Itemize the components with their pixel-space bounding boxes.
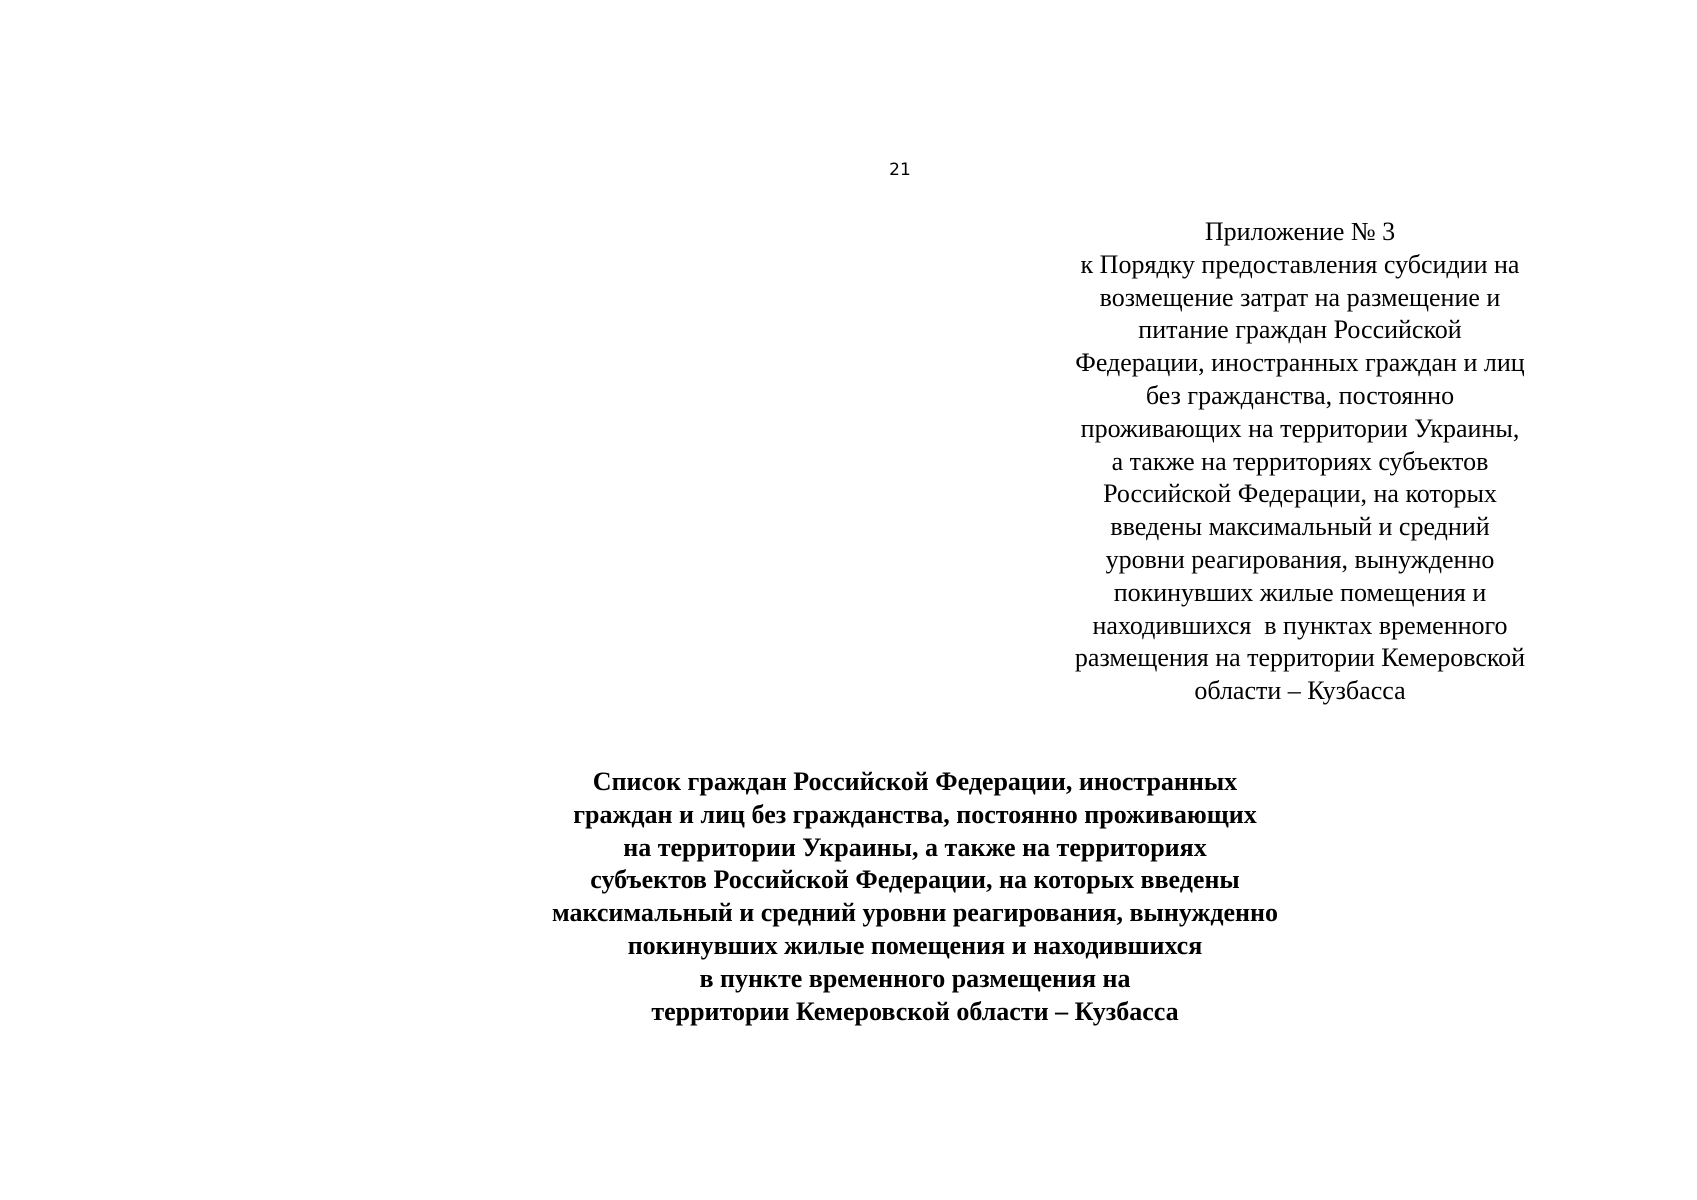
appendix-line: Федерации, иностранных граждан и лиц: [1075, 348, 1525, 378]
appendix-line: возмещение затрат на размещение и: [1099, 282, 1501, 312]
page-number: 21: [889, 160, 911, 180]
document-title: [440, 766, 1390, 1028]
title-line: Список граждан Российской Федерации, иностранных: [592, 767, 1238, 796]
appendix-line: введены максимальный и средний: [1110, 512, 1490, 542]
title-line: территории Кемеровской области – Кузбасса: [651, 996, 1179, 1026]
appendix-line: уровни реагирования, вынужденно: [1105, 544, 1495, 574]
appendix-line: питание граждан Российской: [1138, 315, 1462, 345]
appendix-line: к Порядку предоставления субсидии на: [1080, 249, 1520, 279]
appendix-line: Российской Федерации, на которых: [1103, 479, 1497, 509]
appendix-line: покинувших жилые помещения и: [1113, 577, 1487, 607]
title-line: в пункте временного размещения на: [699, 963, 1131, 993]
title-line: субъектов Российской Федерации, на которых введены: [590, 865, 1240, 895]
appendix-line: находившихся в пунктах временного: [1092, 610, 1508, 640]
title-line: граждан и лиц без гражданства, постоянно проживающих: [573, 799, 1257, 829]
appendix-line: Приложение № 3: [1204, 217, 1396, 246]
appendix-line: без гражданства, постоянно: [1145, 380, 1455, 410]
title-line: покинувших жилые помещения и находившихся: [627, 930, 1203, 960]
appendix-header: [1040, 216, 1560, 708]
title-line: максимальный и средний уровни реагирования, вынужденно: [552, 898, 1278, 928]
title-line: на территории Украины, а также на территориях: [623, 832, 1207, 862]
appendix-line: области – Кузбасса: [1194, 676, 1406, 706]
appendix-line: а также на территориях субъектов: [1111, 446, 1489, 476]
appendix-line: размещения на территории Кемеровской: [1074, 643, 1526, 673]
appendix-line: проживающих на территории Украины,: [1080, 413, 1520, 443]
